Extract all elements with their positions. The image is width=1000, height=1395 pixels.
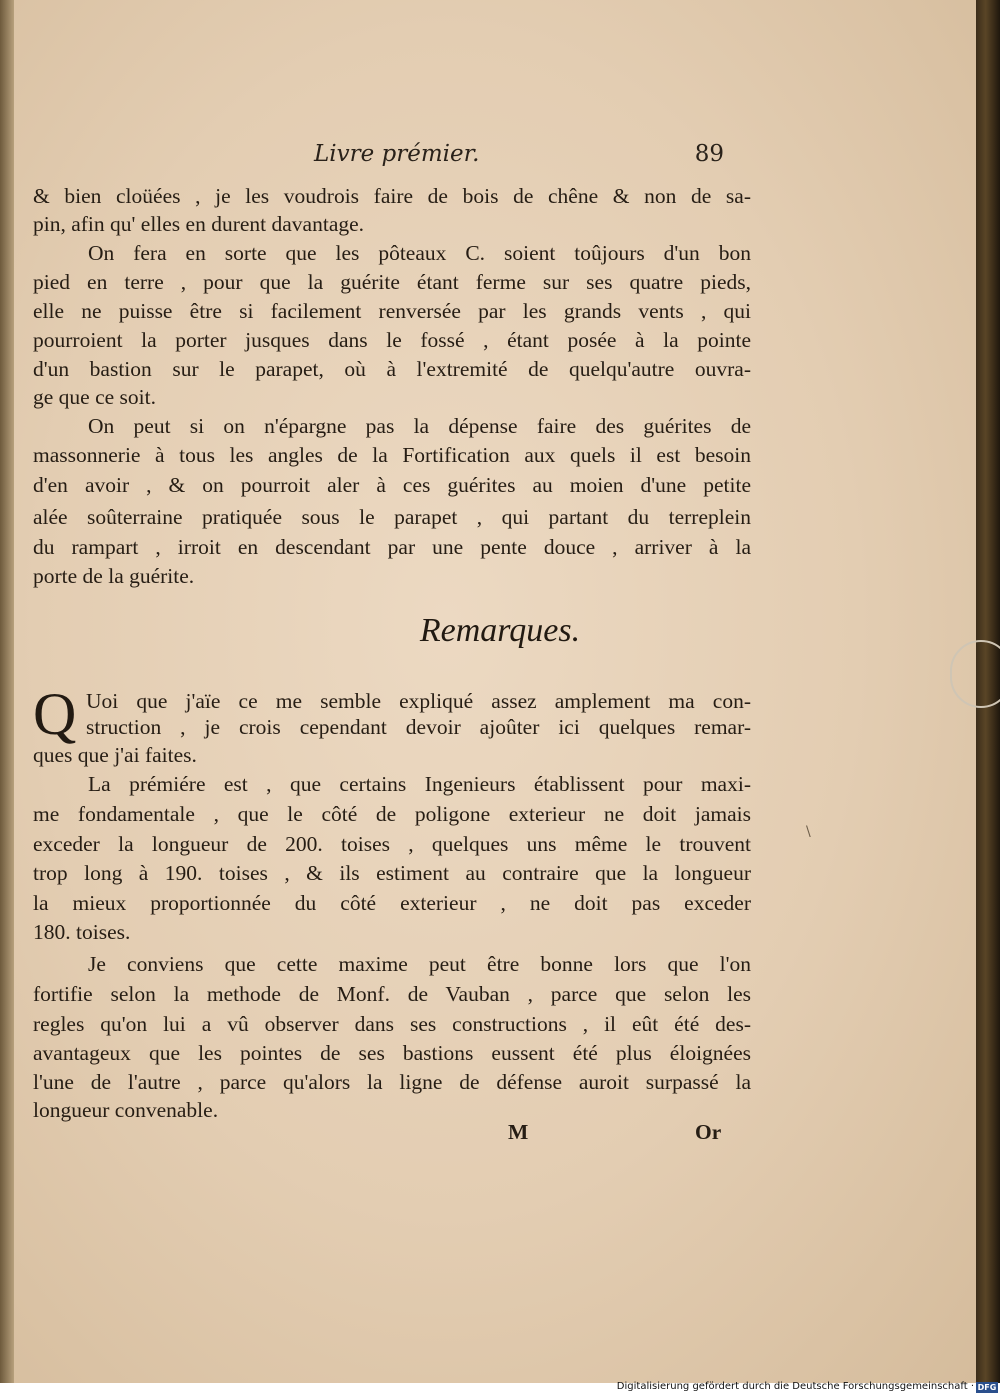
section-heading: Remarques. bbox=[419, 612, 581, 649]
text-line: On fera en sorte que les pôteaux C. soient toûjours d'un bon bbox=[88, 241, 751, 265]
text-line: l'une de l'autre , parce qu'alors la ligne de défense auroit surpassé la bbox=[33, 1070, 751, 1094]
page-number: 89 bbox=[694, 141, 724, 167]
text-line: d'en avoir , & on pourroit aler à ces guérites au moien d'une petite bbox=[33, 473, 751, 497]
text-line: pourroient la porter jusques dans le fossé , étant posée à la pointe bbox=[33, 328, 751, 352]
text-line: trop long à 190. toises , & ils estiment au contraire que la longueur bbox=[33, 861, 751, 885]
text-line: avantageux que les pointes de ses bastions eussent été plus éloignées bbox=[33, 1041, 751, 1065]
text-line: fortifie selon la methode de Monf. de Vauban , parce que selon les bbox=[33, 982, 751, 1006]
text-line: alée soûterraine pratiquée sous le parapet , qui partant du terreplein bbox=[33, 505, 751, 529]
signature-mark: M bbox=[508, 1120, 529, 1144]
text-line: regles qu'on lui a vû observer dans ses constructions , il eût été des- bbox=[33, 1012, 751, 1036]
drop-cap: Q bbox=[33, 681, 77, 747]
text-line: Je conviens que cette maxime peut être bonne lors que l'on bbox=[88, 952, 751, 976]
text-line: la mieux proportionnée du côté exterieur , ne doit pas exceder bbox=[33, 891, 751, 915]
text-line: pied en terre , pour que la guérite étant ferme sur ses quatre pieds, bbox=[33, 270, 751, 294]
running-head-title: Livre prémier. bbox=[314, 141, 480, 167]
text-line: ques que j'ai faites. bbox=[33, 743, 197, 767]
text-line: longueur convenable. bbox=[33, 1098, 219, 1122]
digitization-credit: Digitalisierung gefördert durch die Deutsche Forschungsgemeinschaft · bbox=[616, 1381, 974, 1392]
text-line: pin, afin qu' elles en durent davantage. bbox=[33, 212, 365, 236]
text-line: du rampart , irroit en descendant par une pente douce , arriver à la bbox=[33, 535, 751, 559]
text-line: me fondamentale , que le côté de poligone exterieur ne doit jamais bbox=[33, 802, 751, 826]
text-line: porte de la guérite. bbox=[33, 564, 195, 588]
text-line: On peut si on n'épargne pas la dépense faire des guérites de bbox=[88, 414, 751, 438]
page-clip bbox=[950, 640, 1000, 708]
text-line: La prémiére est , que certains Ingenieurs établissent pour maxi- bbox=[88, 772, 751, 796]
dfg-logo: DFG bbox=[977, 1383, 997, 1392]
text-line: & bien cloüées , je les voudrois faire de bois de chêne & non de sa- bbox=[33, 184, 751, 208]
text-line: 180. toises. bbox=[33, 920, 131, 944]
text-line: massonnerie à tous les angles de la Fortification aux quels il est besoin bbox=[33, 443, 751, 467]
text-line: ge que ce soit. bbox=[33, 385, 156, 409]
text-line: exceder la longueur de 200. toises , quelques uns même le trouvent bbox=[33, 832, 751, 856]
pencil-mark: \ bbox=[806, 824, 811, 840]
text-line: d'un bastion sur le parapet, où à l'extremité de quelqu'autre ouvra- bbox=[33, 357, 751, 381]
running-head bbox=[314, 141, 724, 175]
text-line: elle ne puisse être si facilement renversée par les grands vents , qui bbox=[33, 299, 751, 323]
catchword: Or bbox=[695, 1120, 722, 1144]
text-line: struction , je crois cependant devoir ajoûter ici quelques remar- bbox=[86, 715, 751, 739]
text-line: Uoi que j'aïe ce me semble expliqué assez amplement ma con- bbox=[86, 689, 751, 713]
